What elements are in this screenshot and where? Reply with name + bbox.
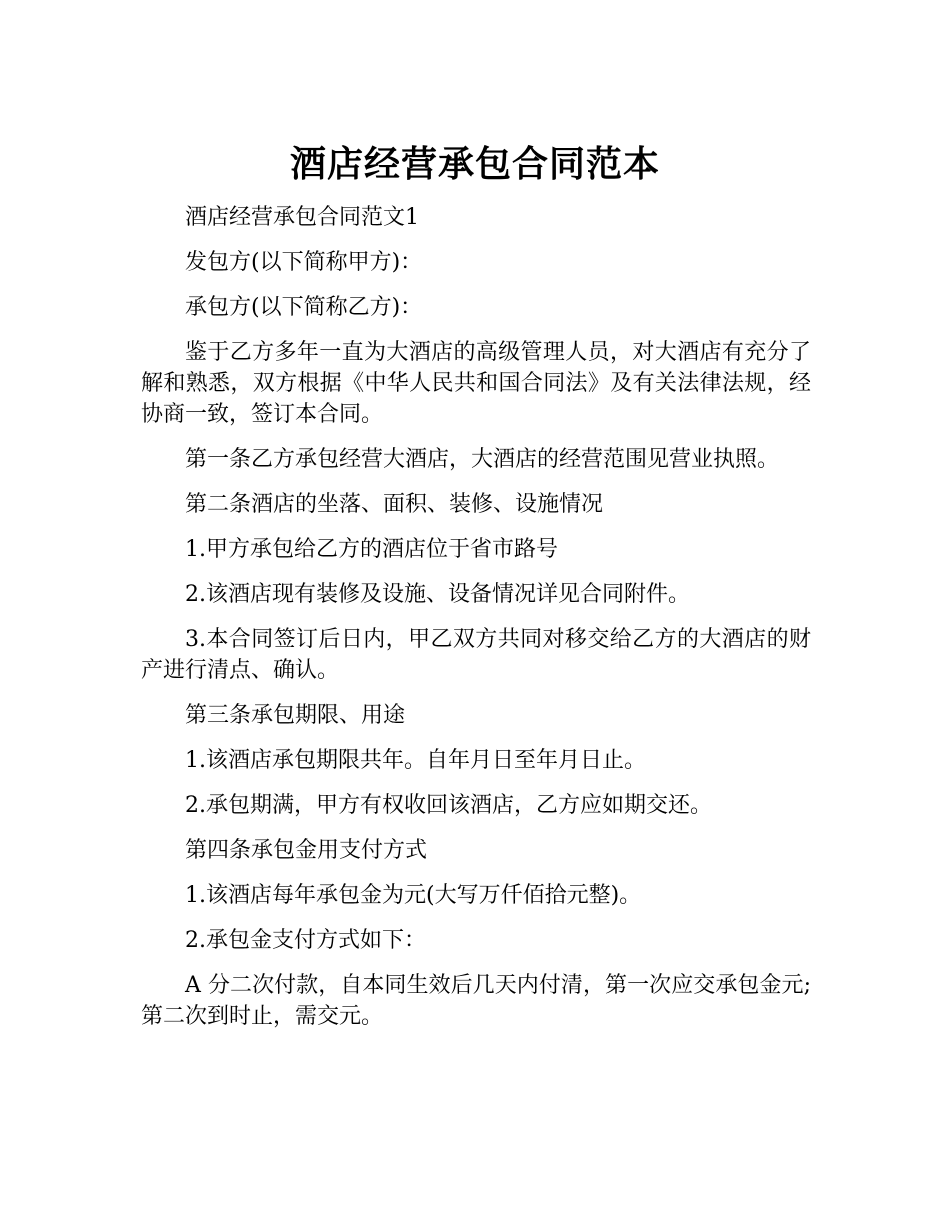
paragraph-article-2-item-1: 1.甲方承包给乙方的酒店位于省市路号 (185, 537, 558, 562)
paragraph-article-4-item-1: 1.该酒店每年承包金为元(大写万仟佰拾元整)。 (185, 883, 642, 908)
document-body (141, 202, 811, 1046)
paragraph-party-b: 承包方(以下简称乙方)： (185, 295, 423, 320)
paragraph-heading-1: 酒店经营承包合同范文1 (185, 205, 419, 230)
paragraph-article-2-item-2: 2.该酒店现有装修及设施、设备情况详见合同附件。 (185, 582, 690, 607)
paragraph-article-4-item-2: 2.承包金支付方式如下： (185, 928, 426, 953)
paragraph-article-2-item-3: 3.本合同签订后日内，甲乙双方共同对移交给乙方的大酒店的财产进行清点、确认。 (141, 627, 811, 683)
paragraph-article-4: 第四条承包金用支付方式 (185, 838, 428, 863)
paragraph-article-3-item-2: 2.承包期满，甲方有权收回该酒店，乙方应如期交还。 (185, 793, 712, 818)
document-title: 酒店经营承包合同范本 (289, 144, 660, 186)
paragraph-article-1: 第一条乙方承包经营大酒店，大酒店的经营范围见营业执照。 (185, 447, 780, 472)
paragraph-article-2: 第二条酒店的坐落、面积、装修、设施情况 (185, 492, 604, 517)
paragraph-preamble: 鉴于乙方多年一直为大酒店的高级管理人员，对大酒店有充分了解和熟悉，双方根据《中华人民共和国合同法》及有关法律法规，经协商一致，签订本合同。 (141, 340, 811, 427)
paragraph-article-3: 第三条承包期限、用途 (185, 703, 406, 728)
paragraph-party-a: 发包方(以下简称甲方)： (185, 250, 423, 275)
paragraph-article-3-item-1: 1.该酒店承包期限共年。自年月日至年月日止。 (185, 748, 646, 773)
paragraph-article-4-item-a: A 分二次付款，自本同生效后几天内付清，第一次应交承包金元;第二次到时止，需交元。 (141, 973, 811, 1029)
